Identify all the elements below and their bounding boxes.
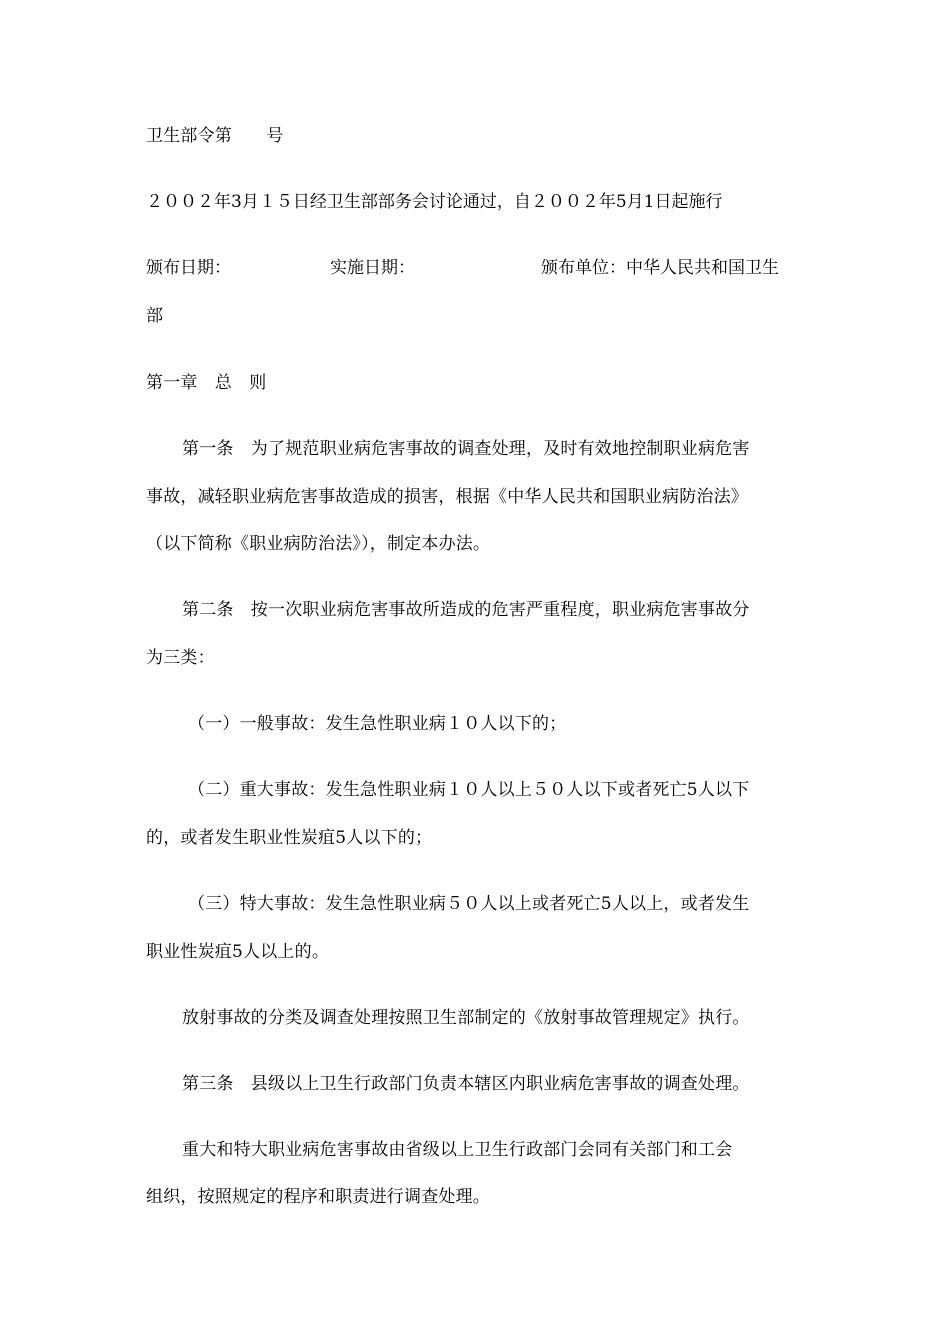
major-accidents-line2: 组织，按照规定的程序和职责进行调查处理。 (146, 1187, 490, 1207)
article2-line2: 为三类： (146, 648, 215, 668)
article1-line2: 事故，减轻职业病危害事故造成的损害，根据《中华人民共和国职业病防治法》 (146, 487, 748, 507)
item3-line1: （三）特大事故：发生急性职业病５０人以上或者死亡5人以上，或者发生 (188, 894, 750, 914)
item2-line1: （二）重大事故：发生急性职业病１０人以上５０人以下或者死亡5人以下 (188, 780, 750, 800)
order-number-line: 卫生部令第 号 (146, 126, 284, 146)
adoption-line: ２００２年3月１５日经卫生部部务会讨论通过，自２００２年5月1日起施行 (146, 192, 723, 212)
issuer-label: 颁布单位：中华人民共和国卫生 (541, 258, 779, 278)
effective-date-label: 实施日期： (330, 258, 415, 278)
item1-general-accident: （一）一般事故：发生急性职业病１０人以下的； (188, 714, 567, 734)
promulgation-date-label: 颁布日期： (146, 258, 231, 278)
radiation-note: 放射事故的分类及调查处理按照卫生部制定的《放射事故管理规定》执行。 (182, 1008, 750, 1028)
article3: 第三条 县级以上卫生行政部门负责本辖区内职业病危害事故的调查处理。 (182, 1074, 750, 1094)
item3-line2: 职业性炭疽5人以上的。 (146, 942, 330, 962)
chapter-heading: 第一章 总 则 (146, 373, 267, 393)
major-accidents-line1: 重大和特大职业病危害事故由省级以上卫生行政部门会同有关部门和工会 (182, 1140, 733, 1160)
article1-line1: 第一条 为了规范职业病危害事故的调查处理，及时有效地控制职业病危害 (182, 439, 750, 459)
article1-line3: （以下简称《职业病防治法》），制定本办法。 (146, 534, 491, 554)
article2-line1: 第二条 按一次职业病危害事故所造成的危害严重程度，职业病危害事故分 (182, 600, 750, 620)
item2-line2: 的，或者发生职业性炭疽5人以下的； (146, 828, 433, 848)
issuer-label-continued: 部 (146, 306, 164, 326)
